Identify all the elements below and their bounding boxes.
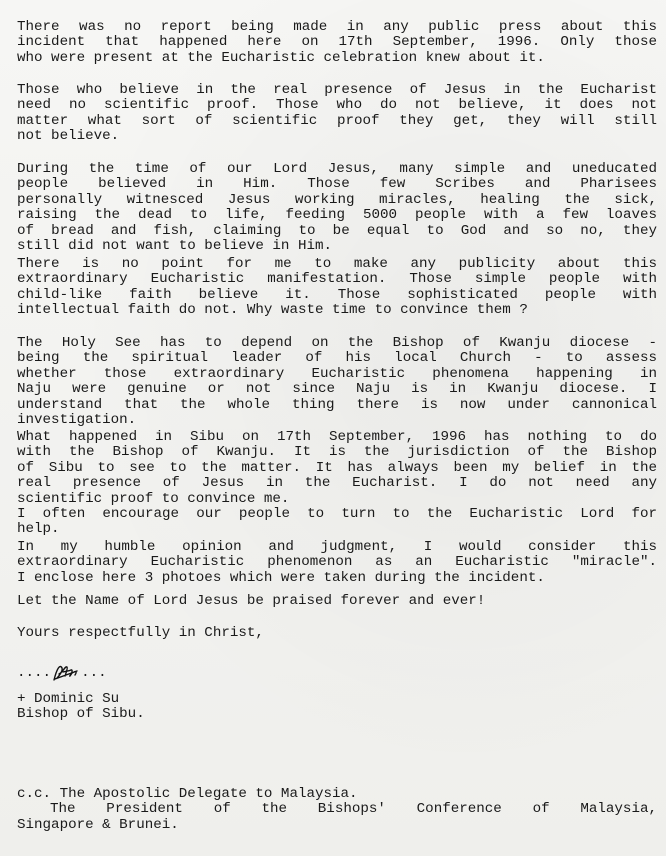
paragraph-6 (17, 430, 657, 538)
text-line: child-like faith believe it. Those sophisticated people with (17, 286, 657, 303)
text-line: understand that the whole thing there is now under cannonical (17, 396, 657, 413)
text-line: investigation. (17, 412, 137, 429)
text-line: matter what sort of scientific proof they get, they will still (17, 112, 657, 129)
text-line: personally witnesced Jesus working miracles, healing the sick, (17, 191, 657, 208)
paragraph-4 (17, 257, 657, 319)
text-line: In my humble opinion and judgment, I would consider this (17, 539, 657, 555)
signatory-name: + Dominic Su (17, 691, 120, 707)
signature-dots-left: .... (17, 665, 52, 681)
paragraph-8 (17, 594, 657, 609)
paragraph-1 (17, 20, 657, 66)
text-line: Let the Name of Lord Jesus be praised forever and ever! (17, 593, 486, 609)
text-line: There is no point for me to make any publicity about this (17, 256, 657, 272)
cc-line-1: c.c. The Apostolic Delegate to Malaysia. (17, 786, 358, 802)
paragraph-2 (17, 83, 657, 145)
closing-text: Yours respectfully in Christ, (17, 625, 264, 641)
text-line: During the time of our Lord Jesus, many simple and uneducated (17, 161, 657, 177)
text-line: whether those extraordinary Eucharistic phenomena happening in (17, 365, 657, 382)
text-line: not believe. (17, 128, 120, 145)
text-line: of Sibu to see to the matter. It has always been my belief in the (17, 459, 657, 476)
cc-block (17, 787, 657, 833)
handwritten-signature (51, 662, 81, 684)
text-line: intellectual faith do not. Why waste time to convince them ? (17, 302, 528, 319)
text-line: incident that happened here on 17th September, 1996. Only those (17, 34, 657, 51)
text-line: I enclose here 3 photoes which were taken during the incident. (17, 569, 545, 586)
text-line: who were present at the Eucharistic celebration knew about it. (17, 49, 545, 66)
text-line: Naju were genuine or not since Naju is in Kwanju diocese. I (17, 381, 657, 398)
text-line: still did not want to believe in Him. (17, 238, 333, 255)
closing-line (17, 626, 657, 641)
paragraph-7 (17, 540, 657, 586)
paragraph-3 (17, 162, 657, 254)
cc-line-3: Singapore & Brunei. (17, 816, 179, 833)
cc-line-2: The President of the Bishops' Conference of Malaysia, (50, 801, 657, 818)
text-line: I often encourage our people to turn to the Eucharistic Lord for (17, 506, 657, 523)
text-line: scientific proof to convince me. (17, 490, 290, 507)
signature-dots-right: ... (81, 665, 107, 681)
text-line: Those who believe in the real presence of Jesus in the Eucharist (17, 82, 657, 98)
signature-row (17, 662, 107, 686)
text-line: The Holy See has to depend on the Bishop of Kwanju diocese - (17, 335, 657, 351)
text-line: with the Bishop of Kwanju. It is the jurisdiction of the Bishop (17, 444, 657, 461)
text-line: extraordinary Eucharistic manifestation. Those simple people with (17, 271, 657, 288)
text-line: being the spiritual leader of his local Church - to assess (17, 350, 657, 367)
text-line: of bread and fish, claiming to be equal to God and so no, they (17, 222, 657, 239)
text-line: people believed in Him. Those few Scribes and Pharisees (17, 176, 657, 193)
signatory-title: Bishop of Sibu. (17, 706, 145, 723)
text-line: help. (17, 521, 60, 538)
text-line: There was no report being made in any public press about this (17, 19, 657, 35)
text-line: raising the dead to life, feeding 5000 people with a few loaves (17, 207, 657, 224)
signatory-block (17, 692, 657, 723)
paragraph-5 (17, 336, 657, 428)
text-line: What happened in Sibu on 17th September, 1996 has nothing to do (17, 429, 657, 445)
text-line: real presence of Jesus in the Eucharist. I do not need any (17, 475, 657, 492)
text-line: extraordinary Eucharistic phenomenon as an Eucharistic "miracle". (17, 554, 657, 571)
text-line: need no scientific proof. Those who do not believe, it does not (17, 97, 657, 114)
